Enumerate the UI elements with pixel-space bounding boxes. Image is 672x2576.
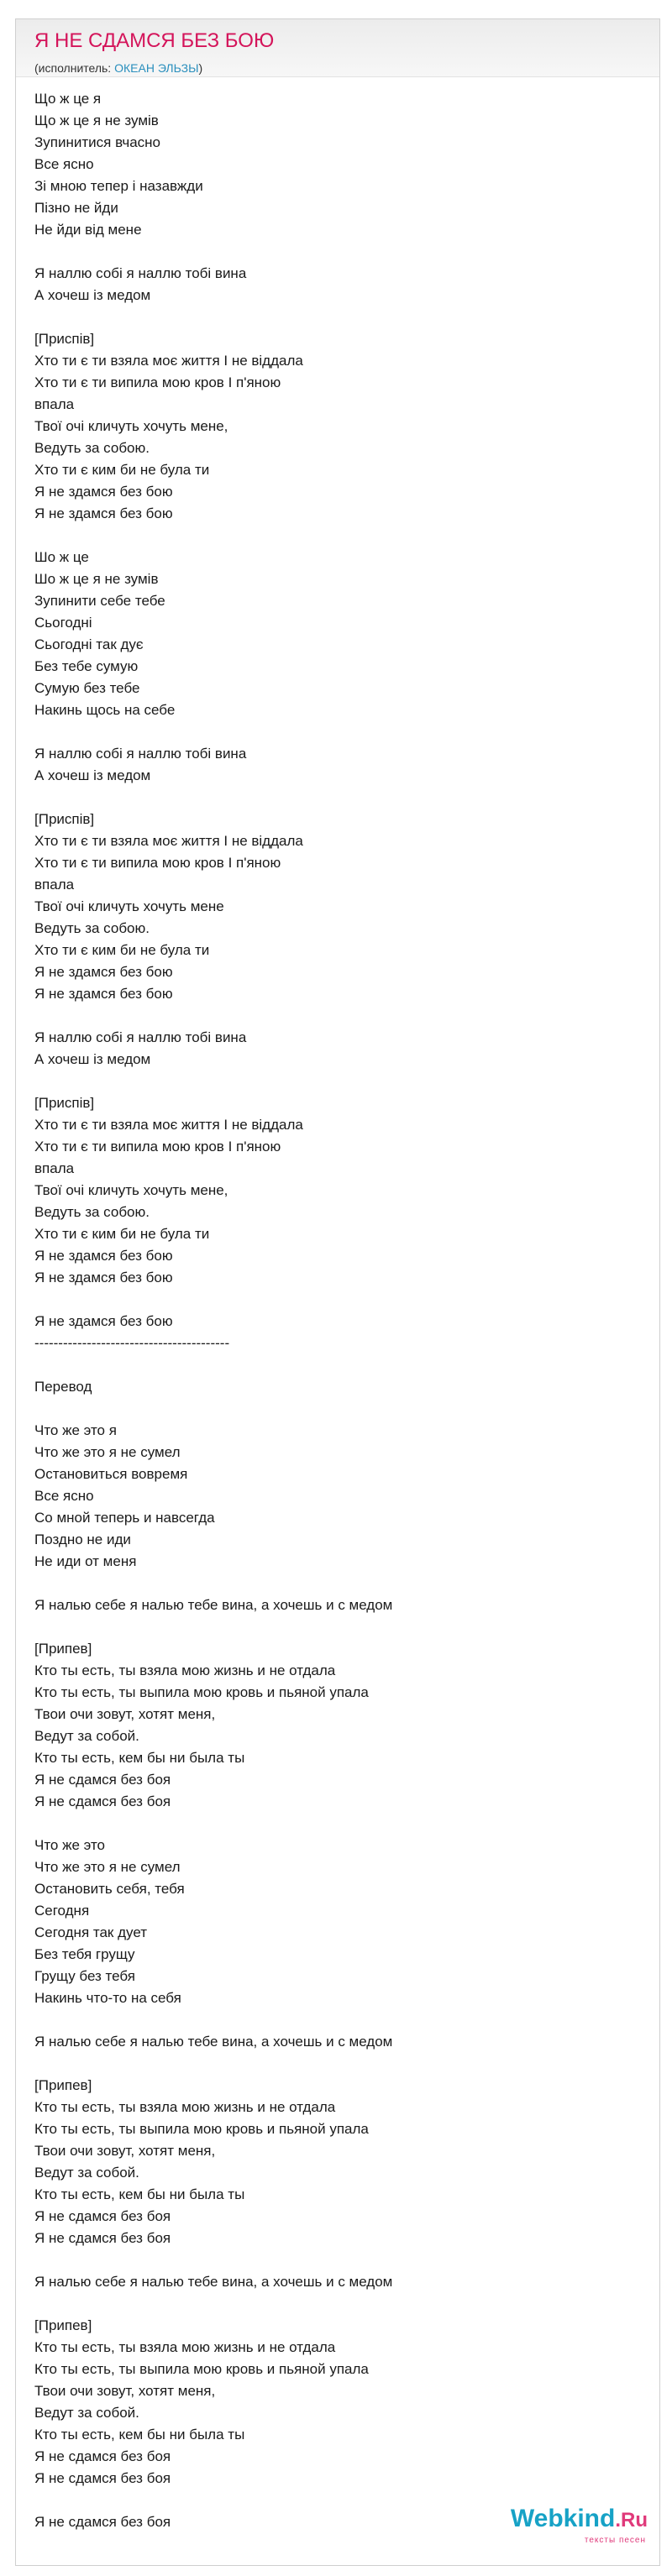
- lyric-line: Хто ти є ти взяла моє життя І не віддала: [34, 353, 303, 369]
- lyric-line: Я налью себе я налью тебе вина, а хочешь и с медом: [34, 2274, 393, 2290]
- lyric-line: Хто ти є ти взяла моє життя І не віддала: [34, 1117, 303, 1133]
- lyric-line: Сьогодні: [34, 615, 92, 631]
- lyric-line: Кто ты есть, ты взяла мою жизнь и не отдала: [34, 2339, 336, 2355]
- lyric-line: Кто ты есть, ты взяла мою жизнь и не отдала: [34, 2099, 336, 2115]
- lyric-line: Я не здамся без бою: [34, 986, 173, 1002]
- lyric-line: Перевод: [34, 1379, 92, 1395]
- lyric-line: Что же это я не сумел: [34, 1859, 181, 1875]
- lyric-line: А хочеш із медом: [34, 767, 151, 783]
- logo-tld-text: .Ru: [615, 2509, 648, 2531]
- lyric-line: Грущу без тебя: [34, 1968, 135, 1984]
- logo-wordmark: [511, 2503, 648, 2537]
- lyric-line: Ведуть за собою.: [34, 440, 150, 456]
- lyric-blank-line: [34, 787, 622, 809]
- lyrics-body: [34, 88, 622, 2533]
- lyric-line: Я не здамся без бою: [34, 1248, 173, 1264]
- song-header: [16, 19, 659, 77]
- lyric-blank-line: [34, 2249, 622, 2271]
- lyric-line: Со мной теперь и навсегда: [34, 1510, 215, 1526]
- lyric-line: Хто ти є ким би не була ти: [34, 462, 210, 478]
- artist-prefix: (исполнитель:: [34, 61, 115, 75]
- lyric-line: Що ж це я не зумів: [34, 113, 159, 128]
- lyric-line: Остановиться вовремя: [34, 1466, 188, 1482]
- lyric-line: Я не сдамся без боя: [34, 2208, 171, 2224]
- lyric-line: Накинь что-то на себя: [34, 1990, 181, 2006]
- lyric-line: Кто ты есть, ты выпила мою кровь и пьяной упала: [34, 2121, 369, 2137]
- lyric-line: впала: [34, 1160, 75, 1176]
- lyric-line: Я не сдамся без боя: [34, 2470, 171, 2486]
- lyric-line: Без тебя грущу: [34, 1946, 135, 1962]
- lyric-line: [Припев]: [34, 2077, 92, 2093]
- lyric-line: Я не здамся без бою: [34, 964, 173, 980]
- lyric-line: Зупинити себе тебе: [34, 593, 165, 609]
- lyric-line: Сумую без тебе: [34, 680, 140, 696]
- lyric-line: Твои очи зовут, хотят меня,: [34, 1706, 216, 1722]
- lyric-blank-line: [34, 2009, 622, 2031]
- lyric-line: Без тебе сумую: [34, 658, 139, 674]
- lyric-line: Шо ж це я не зумів: [34, 571, 159, 587]
- lyric-line: Твои очи зовут, хотят меня,: [34, 2143, 216, 2159]
- lyric-line: Остановить себя, тебя: [34, 1881, 185, 1897]
- page-frame: [15, 18, 660, 2566]
- lyric-line: Зі мною тепер і назавжди: [34, 178, 203, 194]
- lyric-line: Я не сдамся без боя: [34, 2448, 171, 2464]
- lyric-line: Ведут за собой.: [34, 2405, 139, 2421]
- lyric-blank-line: [34, 2053, 622, 2075]
- lyric-line: Что же это я не сумел: [34, 1444, 181, 1460]
- lyric-line: Зупинитися вчасно: [34, 134, 160, 150]
- lyric-line: Твої очі кличуть хочуть мене,: [34, 418, 228, 434]
- lyric-line: Твои очи зовут, хотят меня,: [34, 2383, 216, 2399]
- lyric-line: [Приспів]: [34, 1095, 95, 1111]
- lyric-line: Я не здамся без бою: [34, 484, 173, 500]
- lyric-blank-line: [34, 306, 622, 328]
- lyric-line: Сьогодні так дує: [34, 636, 144, 652]
- lyric-line: Пізно не йди: [34, 200, 118, 216]
- lyric-line: Я не сдамся без боя: [34, 2514, 171, 2530]
- lyric-line: Кто ты есть, ты выпила мою кровь и пьяной упала: [34, 1684, 369, 1700]
- lyric-line: Что же это я: [34, 1422, 117, 1438]
- song-title: Я НЕ СДАМСЯ БЕЗ БОЮ: [34, 29, 275, 52]
- lyric-line: Хто ти є ти випила мою кров І п'яною: [34, 855, 281, 871]
- lyric-line: Я налью себе я налью тебе вина, а хочешь и с медом: [34, 1597, 393, 1613]
- lyric-line: Что же это: [34, 1837, 106, 1853]
- lyric-blank-line: [34, 1005, 622, 1027]
- lyric-line: Кто ты есть, кем бы ни была ты: [34, 1750, 245, 1766]
- lyric-line: Хто ти є ти взяла моє життя І не віддала: [34, 833, 303, 849]
- artist-link[interactable]: ОКЕАН ЭЛЬЗЫ: [114, 61, 199, 75]
- lyric-line: Все ясно: [34, 156, 94, 172]
- logo-main-text: Webkind: [510, 2505, 616, 2532]
- artist-line: [34, 61, 202, 75]
- lyric-line: Сегодня: [34, 1903, 90, 1919]
- lyric-line: Хто ти є ти випила мою кров І п'яною: [34, 374, 281, 390]
- lyric-line: Я не здамся без бою: [34, 1313, 173, 1329]
- lyric-line: А хочеш із медом: [34, 1051, 151, 1067]
- lyric-line: Ведут за собой.: [34, 1728, 139, 1744]
- lyric-line: Хто ти є ти випила мою кров І п'яною: [34, 1139, 281, 1154]
- lyric-line: А хочеш із медом: [34, 287, 151, 303]
- lyric-blank-line: [34, 1289, 622, 1311]
- lyric-blank-line: [34, 1573, 622, 1594]
- lyric-line: Хто ти є ким би не була ти: [34, 1226, 210, 1242]
- lyric-line: Я наллю собі я наллю тобі вина: [34, 1029, 247, 1045]
- lyric-blank-line: [34, 1071, 622, 1092]
- lyric-line: Я не сдамся без боя: [34, 1772, 171, 1788]
- lyric-line: Кто ты есть, ты выпила мою кровь и пьяной упала: [34, 2361, 369, 2377]
- lyric-line: Не йди від мене: [34, 222, 142, 238]
- lyric-line: Ведут за собой.: [34, 2165, 139, 2181]
- lyric-blank-line: [34, 721, 622, 743]
- lyric-line: впала: [34, 877, 75, 893]
- logo-tagline: тексты песен: [584, 2536, 646, 2545]
- lyric-line: Не иди от меня: [34, 1553, 137, 1569]
- lyric-line: Я наллю собі я наллю тобі вина: [34, 265, 247, 281]
- lyric-line: Поздно не иди: [34, 1531, 131, 1547]
- artist-suffix: ): [198, 61, 203, 75]
- lyric-line: Все ясно: [34, 1488, 94, 1504]
- lyric-blank-line: [34, 1354, 622, 1376]
- lyric-blank-line: [34, 1813, 622, 1835]
- lyric-line: Твої очі кличуть хочуть мене: [34, 898, 224, 914]
- lyric-line: Я наллю собі я наллю тобі вина: [34, 746, 247, 762]
- lyric-line: Шо ж це: [34, 549, 89, 565]
- lyric-line: [Приспів]: [34, 811, 95, 827]
- lyric-line: впала: [34, 396, 75, 412]
- lyric-line: Я не сдамся без боя: [34, 2230, 171, 2246]
- lyric-line: Сегодня так дует: [34, 1924, 147, 1940]
- lyric-blank-line: [34, 2293, 622, 2315]
- lyric-line: Твої очі кличуть хочуть мене,: [34, 1182, 228, 1198]
- lyric-line: Я налью себе я налью тебе вина, а хочешь и с медом: [34, 2034, 393, 2050]
- lyric-line: Я не здамся без бою: [34, 1270, 173, 1285]
- lyric-line: Ведуть за собою.: [34, 920, 150, 936]
- lyric-line: Що ж це я: [34, 91, 102, 107]
- lyric-blank-line: [34, 1616, 622, 1638]
- lyric-line: Кто ты есть, кем бы ни была ты: [34, 2427, 245, 2442]
- lyric-line: Хто ти є ким би не була ти: [34, 942, 210, 958]
- lyric-line: [Припев]: [34, 1641, 92, 1657]
- lyric-blank-line: [34, 1398, 622, 1420]
- lyric-line: Я не сдамся без боя: [34, 1793, 171, 1809]
- lyric-blank-line: [34, 525, 622, 547]
- lyric-blank-line: [34, 241, 622, 263]
- lyric-line: Накинь щось на себе: [34, 702, 176, 718]
- lyric-line: -----------------------------------------: [34, 1335, 230, 1351]
- webkind-logo[interactable]: [510, 2503, 648, 2553]
- lyric-line: Кто ты есть, ты взяла мою жизнь и не отдала: [34, 1662, 336, 1678]
- lyric-line: Кто ты есть, кем бы ни была ты: [34, 2186, 245, 2202]
- lyric-line: [Припев]: [34, 2317, 92, 2333]
- lyric-line: [Приспів]: [34, 331, 95, 347]
- lyric-line: Ведуть за собою.: [34, 1204, 150, 1220]
- lyric-line: Я не здамся без бою: [34, 505, 173, 521]
